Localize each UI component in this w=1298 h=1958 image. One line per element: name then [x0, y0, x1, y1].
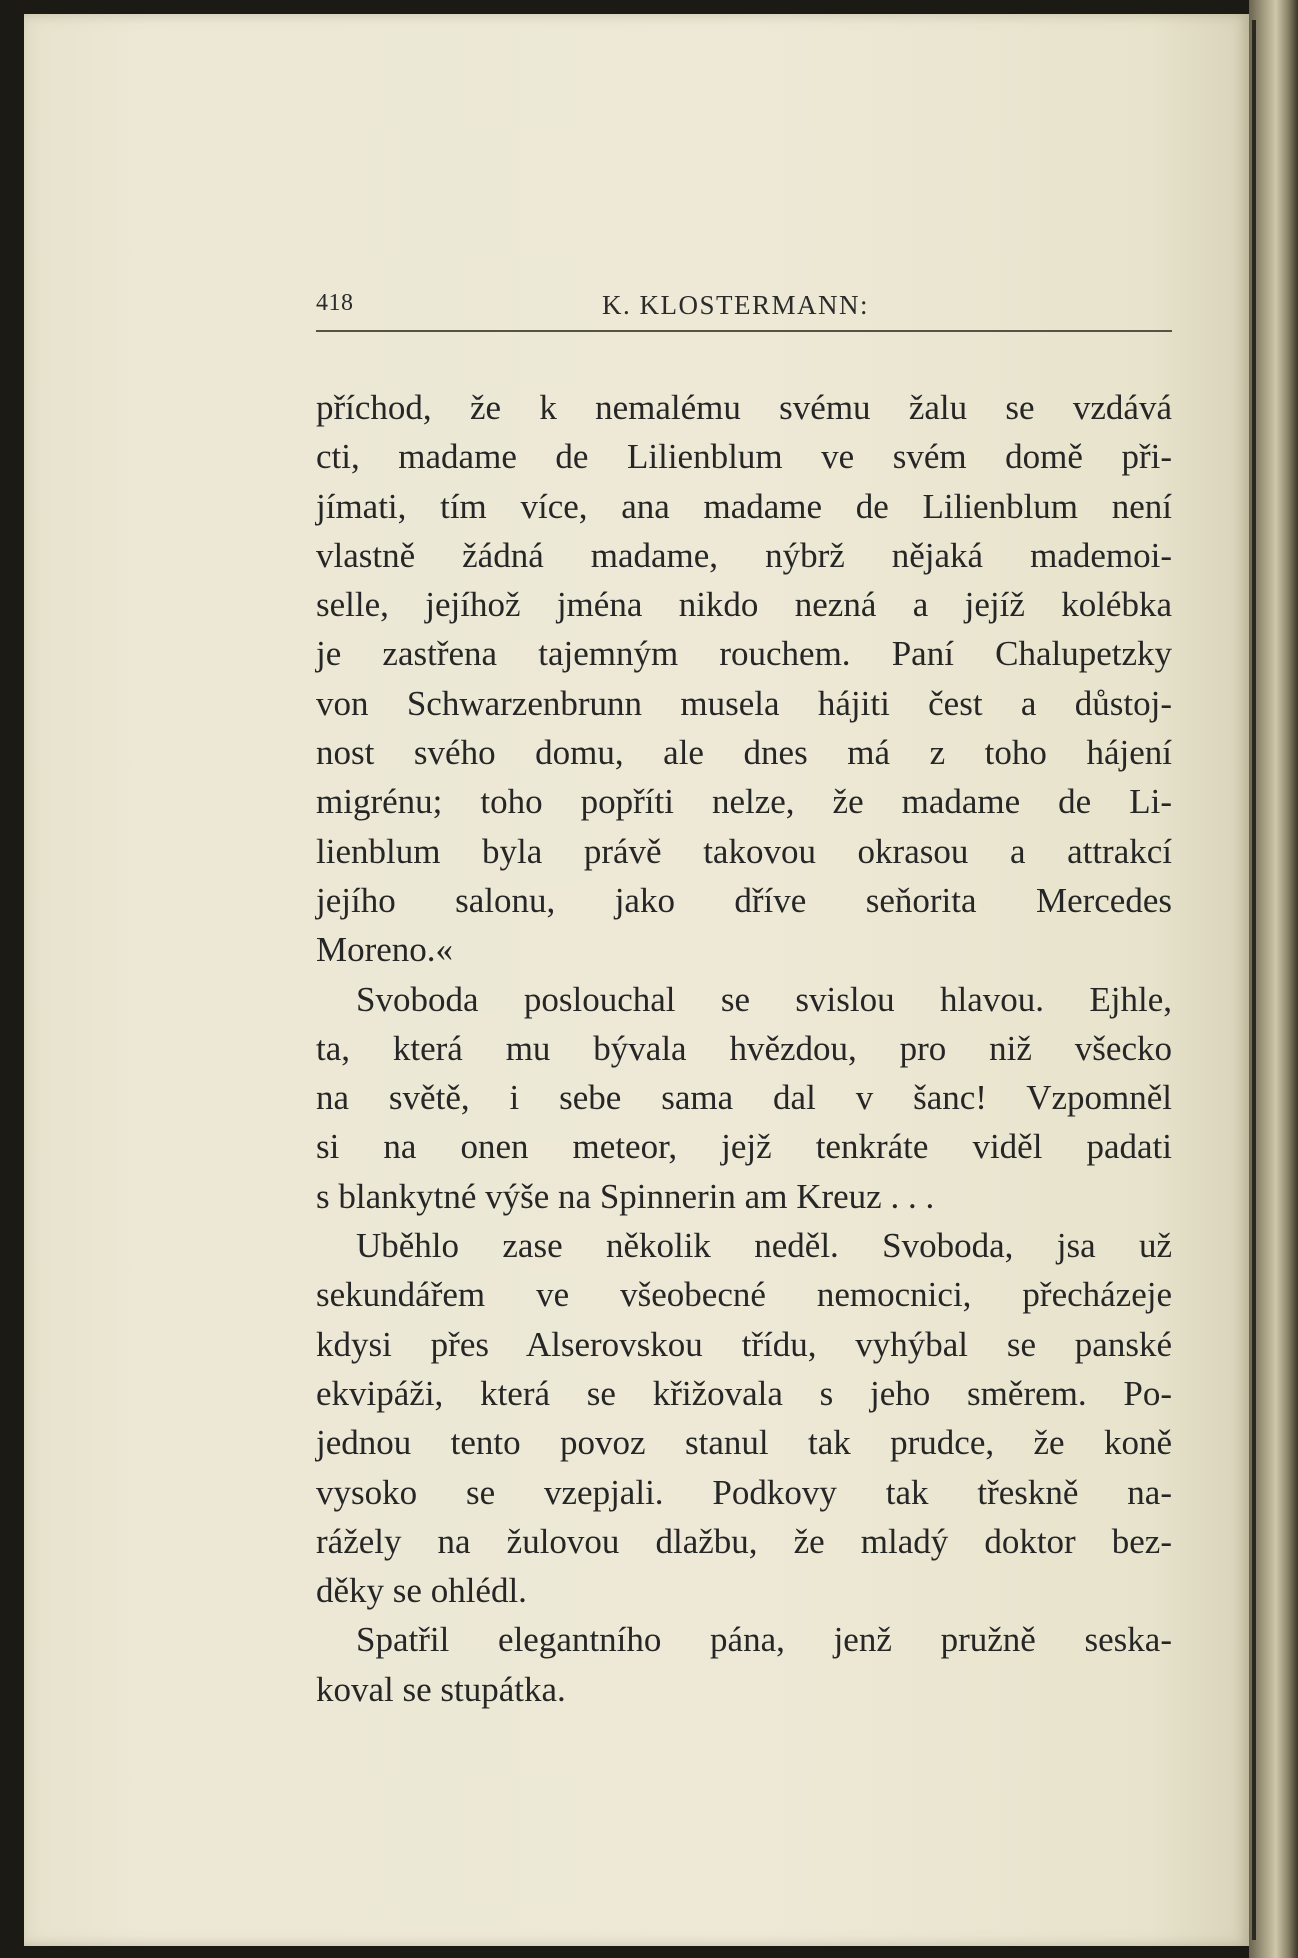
page-number: 418 [316, 290, 354, 316]
text-line: cti, madame de Lilienblum ve svém domě při- [316, 437, 1172, 477]
text-line: Moreno.« [316, 930, 454, 970]
text-line: si na onen meteor, jejž tenkráte viděl padati [316, 1127, 1172, 1167]
page-header [316, 290, 1172, 330]
text-line: jednou tento povoz stanul tak prudce, že koně [316, 1423, 1172, 1463]
text-line: vlastně žádná madame, nýbrž nějaká mademoi- [316, 535, 1172, 575]
book-spine [1249, 0, 1298, 1958]
text-line: sekundářem ve všeobecné nemocnici, přecházeje [316, 1275, 1172, 1315]
text-line: selle, jejíhož jména nikdo nezná a jejíž kolébka [316, 585, 1172, 625]
text-line: koval se stupátka. [316, 1669, 566, 1709]
text-line: kdysi přes Alserovskou třídu, vyhýbal se panské [316, 1324, 1172, 1364]
text-line: lienblum byla právě takovou okrasou a attrakcí [316, 831, 1172, 871]
text-line: ta, která mu bývala hvězdou, pro niž všecko [316, 1028, 1172, 1068]
text-line: Uběhlo zase několik neděl. Svoboda, jsa už [356, 1226, 1172, 1266]
text-line: jejího salonu, jako dříve seňorita Mercedes [316, 880, 1172, 920]
running-head: K. KLOSTERMANN: [602, 290, 870, 320]
text-line: je zastřena tajemným rouchem. Paní Chalupetzky [316, 634, 1172, 674]
text-line: nost svého domu, ale dnes má z toho hájení [316, 733, 1172, 773]
text-line: vysoko se vzepjali. Podkovy tak třeskně na- [316, 1472, 1172, 1512]
text-line: na světě, i sebe sama dal v šanc! Vzpomněl [316, 1078, 1172, 1118]
text-line: von Schwarzenbrunn musela hájiti čest a důstoj- [316, 683, 1172, 723]
text-line: příchod, že k nemalému svému žalu se vzdává [316, 388, 1172, 427]
text-line: Svoboda poslouchal se svislou hlavou. Ejhle, [356, 979, 1172, 1019]
text-line: jímati, tím více, ana madame de Lilienblum není [316, 486, 1172, 526]
text-line: ekvipáži, která se křižovala s jeho směrem. Po- [316, 1373, 1172, 1413]
text-line: migrénu; toho popříti nelze, že madame de Li- [316, 782, 1172, 822]
spine-edge [1252, 20, 1256, 1940]
text-line: s blankytné výše na Spinnerin am Kreuz . . . [316, 1176, 935, 1216]
text-line: Spatřil elegantního pána, jenž pružně seska- [356, 1620, 1172, 1660]
body-text [316, 383, 1172, 1714]
text-line: rážely na žulovou dlažbu, že mladý doktor bez- [316, 1521, 1172, 1561]
text-line: děky se ohlédl. [316, 1571, 527, 1611]
header-rule [316, 330, 1172, 332]
